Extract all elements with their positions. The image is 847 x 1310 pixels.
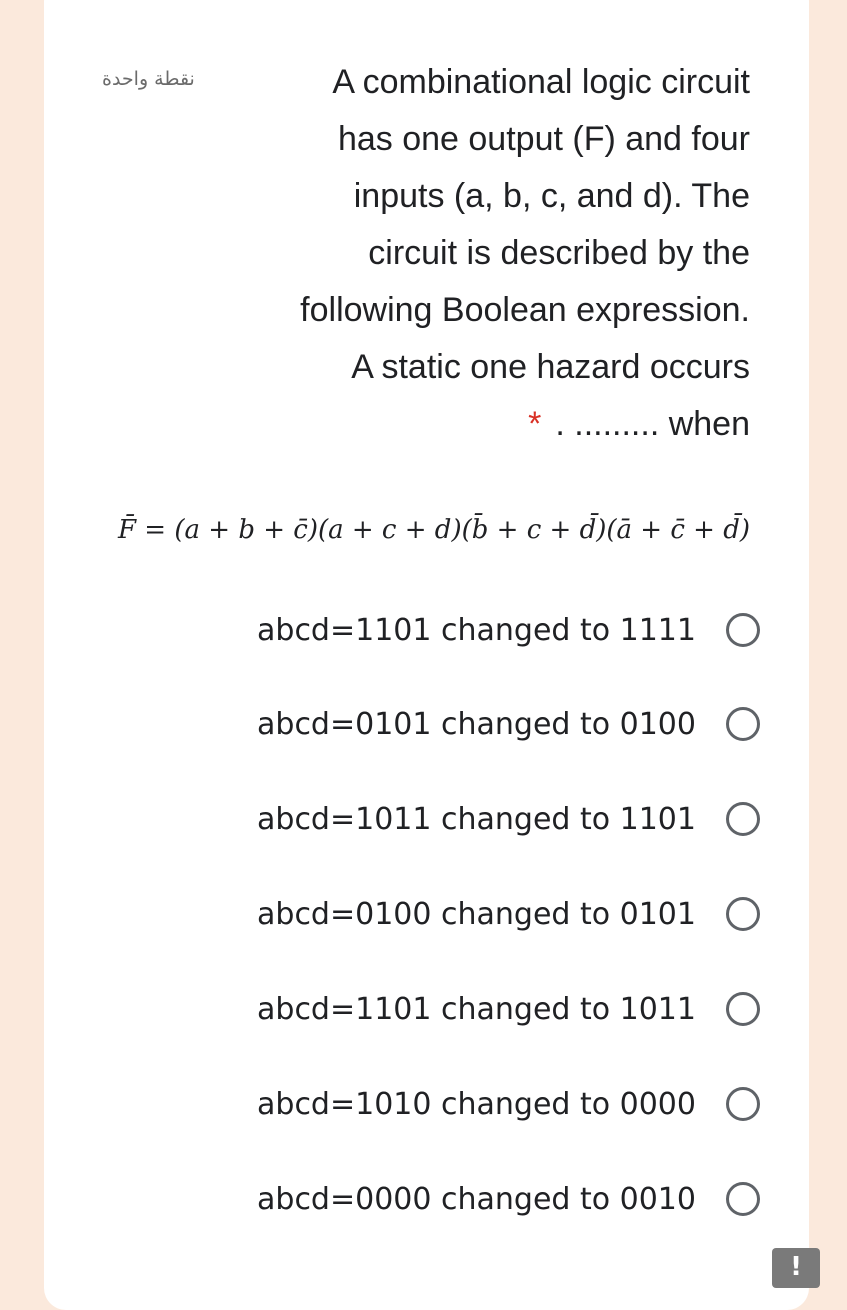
question-line: A combinational logic circuit xyxy=(332,63,750,101)
required-asterisk: * xyxy=(528,405,542,443)
option-label: abcd=1011 changed to 1101 xyxy=(257,801,696,837)
option-row[interactable] xyxy=(200,1074,760,1134)
radio-button[interactable] xyxy=(726,992,760,1026)
question-line: inputs (a, b, c, and d). The xyxy=(353,177,750,215)
option-label: abcd=0101 changed to 0100 xyxy=(257,706,696,742)
option-row[interactable] xyxy=(200,884,760,944)
radio-button[interactable] xyxy=(726,1182,760,1216)
option-label: abcd=1101 changed to 1011 xyxy=(257,991,696,1027)
question-line: A static one hazard occurs xyxy=(351,348,750,386)
option-label: abcd=1101 changed to 1111 xyxy=(257,612,696,648)
points-label: نقطة واحدة xyxy=(102,68,195,90)
option-row[interactable] xyxy=(200,979,760,1039)
question-line: has one output (F) and four xyxy=(337,120,750,158)
report-problem-button[interactable]: ! xyxy=(772,1248,820,1288)
option-row[interactable] xyxy=(200,600,760,660)
option-row[interactable] xyxy=(200,694,760,754)
radio-button[interactable] xyxy=(726,802,760,836)
option-row[interactable] xyxy=(200,789,760,849)
radio-button[interactable] xyxy=(726,897,760,931)
boolean-expression: F̄ = (a + b + c̄)(a + c + d)(b̄ + c + d̄)(ā + c̄ + d̄) xyxy=(118,515,750,545)
question-line: following Boolean expression. xyxy=(300,291,750,329)
radio-button[interactable] xyxy=(726,613,760,647)
radio-button[interactable] xyxy=(726,707,760,741)
question-line: . ......... when xyxy=(555,405,750,443)
option-label: abcd=1010 changed to 0000 xyxy=(257,1086,696,1122)
question-line: circuit is described by the xyxy=(368,234,750,272)
option-row[interactable] xyxy=(200,1169,760,1229)
radio-button[interactable] xyxy=(726,1087,760,1121)
option-label: abcd=0000 changed to 0010 xyxy=(257,1181,696,1217)
option-label: abcd=0100 changed to 0101 xyxy=(257,896,696,932)
